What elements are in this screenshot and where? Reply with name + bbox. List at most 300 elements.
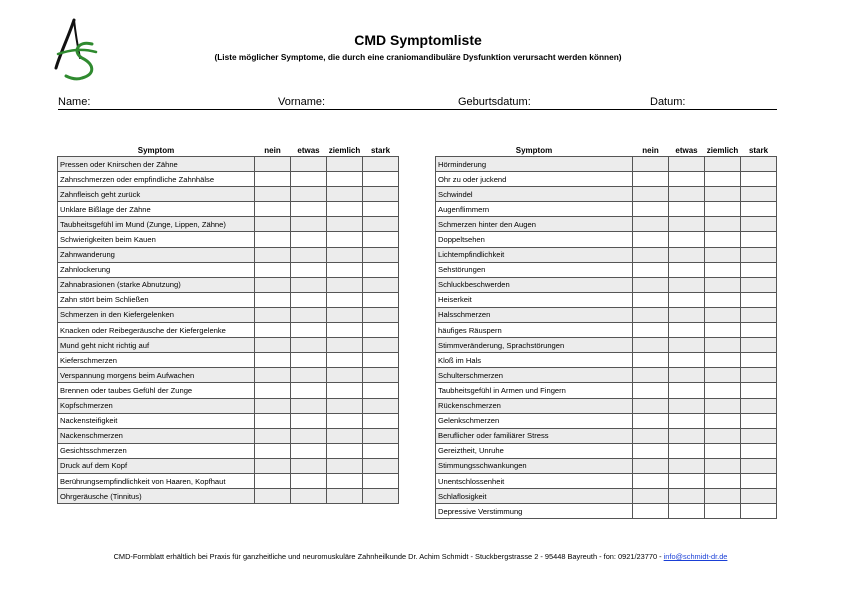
symptom-label: Brennen oder taubes Gefühl der Zunge xyxy=(58,383,255,398)
checkbox-cell-ziemlich[interactable] xyxy=(705,398,741,413)
table-row xyxy=(58,353,399,368)
checkbox-cell-nein[interactable] xyxy=(633,262,669,277)
symptom-label: Kopfschmerzen xyxy=(58,398,255,413)
col-header-stark: stark xyxy=(370,146,391,155)
checkbox-cell-ziemlich[interactable] xyxy=(705,458,741,473)
checkbox-cell-nein[interactable] xyxy=(633,428,669,443)
checkbox-cell-ziemlich[interactable] xyxy=(327,489,363,504)
checkbox-cell-etwas[interactable] xyxy=(291,172,327,187)
symptom-label: Nackenschmerzen xyxy=(58,428,255,443)
symptom-label: Schmerzen hinter den Augen xyxy=(436,217,633,232)
checkbox-cell-stark[interactable] xyxy=(363,368,399,383)
checkbox-cell-stark[interactable] xyxy=(741,428,777,443)
checkbox-cell-ziemlich[interactable] xyxy=(705,262,741,277)
checkbox-cell-etwas[interactable] xyxy=(291,413,327,428)
checkbox-cell-stark[interactable] xyxy=(741,443,777,458)
checkbox-cell-nein[interactable] xyxy=(633,187,669,202)
table-row xyxy=(58,187,399,202)
as-logo xyxy=(52,14,106,82)
checkbox-cell-etwas[interactable] xyxy=(669,473,705,488)
checkbox-cell-nein[interactable] xyxy=(255,443,291,458)
checkbox-cell-stark[interactable] xyxy=(363,172,399,187)
table-row xyxy=(436,202,777,217)
symptom-label: Gereiztheit, Unruhe xyxy=(436,443,633,458)
checkbox-cell-nein[interactable] xyxy=(633,353,669,368)
checkbox-cell-nein[interactable] xyxy=(255,202,291,217)
checkbox-cell-ziemlich[interactable] xyxy=(327,232,363,247)
table-row xyxy=(436,353,777,368)
checkbox-cell-nein[interactable] xyxy=(633,277,669,292)
table-row xyxy=(436,292,777,307)
symptom-label: Zahnfleisch geht zurück xyxy=(58,187,255,202)
table-row xyxy=(58,172,399,187)
symptom-label: Knacken oder Reibegeräusche der Kiefergelenke xyxy=(58,323,255,338)
checkbox-cell-stark[interactable] xyxy=(363,398,399,413)
checkbox-cell-nein[interactable] xyxy=(633,172,669,187)
checkbox-cell-nein[interactable] xyxy=(255,338,291,353)
checkbox-cell-etwas[interactable] xyxy=(291,262,327,277)
checkbox-cell-nein[interactable] xyxy=(255,398,291,413)
table-row xyxy=(436,172,777,187)
col-header-etwas: etwas xyxy=(675,146,698,155)
table-row xyxy=(58,262,399,277)
checkbox-cell-etwas[interactable] xyxy=(669,353,705,368)
col-header-ziemlich: ziemlich xyxy=(706,146,739,155)
checkbox-cell-ziemlich[interactable] xyxy=(705,473,741,488)
checkbox-cell-ziemlich[interactable] xyxy=(327,353,363,368)
table-row xyxy=(436,398,777,413)
checkbox-cell-stark[interactable] xyxy=(363,202,399,217)
checkbox-cell-etwas[interactable] xyxy=(669,504,705,519)
checkbox-cell-stark[interactable] xyxy=(741,323,777,338)
checkbox-cell-ziemlich[interactable] xyxy=(327,172,363,187)
checkbox-cell-nein[interactable] xyxy=(255,323,291,338)
table-row xyxy=(436,504,777,519)
checkbox-cell-stark[interactable] xyxy=(363,353,399,368)
symptom-label: Kloß im Hals xyxy=(436,353,633,368)
symptom-label: Mund geht nicht richtig auf xyxy=(58,338,255,353)
checkbox-cell-stark[interactable] xyxy=(363,443,399,458)
checkbox-cell-stark[interactable] xyxy=(741,187,777,202)
checkbox-cell-ziemlich[interactable] xyxy=(327,458,363,473)
checkbox-cell-ziemlich[interactable] xyxy=(327,473,363,488)
checkbox-cell-stark[interactable] xyxy=(363,458,399,473)
checkbox-cell-etwas[interactable] xyxy=(291,383,327,398)
symptom-label: Lichtempfindlichkeit xyxy=(436,247,633,262)
table-row xyxy=(58,473,399,488)
table-row xyxy=(436,262,777,277)
checkbox-cell-nein[interactable] xyxy=(633,489,669,504)
checkbox-cell-stark[interactable] xyxy=(741,458,777,473)
checkbox-cell-stark[interactable] xyxy=(741,277,777,292)
checkbox-cell-nein[interactable] xyxy=(633,458,669,473)
checkbox-cell-etwas[interactable] xyxy=(669,187,705,202)
checkbox-cell-etwas[interactable] xyxy=(291,353,327,368)
col-header-nein: nein xyxy=(642,146,659,155)
checkbox-cell-etwas[interactable] xyxy=(669,338,705,353)
geburtsdatum-field-label[interactable]: Geburtsdatum: xyxy=(458,96,531,108)
col-header-symptom: Symptom xyxy=(515,146,553,155)
col-header-ziemlich: ziemlich xyxy=(328,146,361,155)
checkbox-cell-nein[interactable] xyxy=(633,307,669,322)
table-row xyxy=(436,277,777,292)
symptom-label: Pressen oder Knirschen der Zähne xyxy=(58,157,255,172)
symptom-label: Schulterschmerzen xyxy=(436,368,633,383)
checkbox-cell-nein[interactable] xyxy=(255,292,291,307)
checkbox-cell-etwas[interactable] xyxy=(291,489,327,504)
checkbox-cell-nein[interactable] xyxy=(255,262,291,277)
checkbox-cell-ziemlich[interactable] xyxy=(327,428,363,443)
checkbox-cell-nein[interactable] xyxy=(633,232,669,247)
symptom-label: Berührungsempfindlichkeit von Haaren, Kopfhaut xyxy=(58,473,255,488)
checkbox-cell-stark[interactable] xyxy=(363,217,399,232)
symptom-label: Doppeltsehen xyxy=(436,232,633,247)
table-row xyxy=(58,323,399,338)
checkbox-cell-stark[interactable] xyxy=(363,307,399,322)
table-row xyxy=(58,277,399,292)
symptom-label: Augenflimmern xyxy=(436,202,633,217)
checkbox-cell-stark[interactable] xyxy=(741,353,777,368)
footer-text: CMD-Formblatt erhältlich bei Praxis für ganzheitliche und neuromuskuläre Zahnheilkunde Dr. Achim Schmidt - Stuckbergstrasse 2 - 95448 Bayreuth - fon: 0921/23770 - xyxy=(113,552,664,561)
checkbox-cell-ziemlich[interactable] xyxy=(327,368,363,383)
checkbox-cell-stark[interactable] xyxy=(741,489,777,504)
checkbox-cell-etwas[interactable] xyxy=(291,428,327,443)
checkbox-cell-stark[interactable] xyxy=(363,292,399,307)
table-row xyxy=(58,489,399,504)
checkbox-cell-ziemlich[interactable] xyxy=(327,247,363,262)
checkbox-cell-nein[interactable] xyxy=(255,157,291,172)
checkbox-cell-nein[interactable] xyxy=(633,504,669,519)
checkbox-cell-etwas[interactable] xyxy=(669,323,705,338)
checkbox-cell-ziemlich[interactable] xyxy=(705,428,741,443)
table-row xyxy=(58,157,399,172)
checkbox-cell-stark[interactable] xyxy=(363,232,399,247)
symptom-label: Zahnlockerung xyxy=(58,262,255,277)
checkbox-cell-stark[interactable] xyxy=(363,338,399,353)
checkbox-cell-nein[interactable] xyxy=(255,413,291,428)
symptom-label: Stimmungsschwankungen xyxy=(436,458,633,473)
checkbox-cell-stark[interactable] xyxy=(363,323,399,338)
symptom-label: Gelenkschmerzen xyxy=(436,413,633,428)
checkbox-cell-stark[interactable] xyxy=(363,247,399,262)
checkbox-cell-ziemlich[interactable] xyxy=(705,383,741,398)
checkbox-cell-etwas[interactable] xyxy=(669,489,705,504)
checkbox-cell-etwas[interactable] xyxy=(669,458,705,473)
checkbox-cell-nein[interactable] xyxy=(255,458,291,473)
checkbox-cell-etwas[interactable] xyxy=(669,217,705,232)
checkbox-cell-stark[interactable] xyxy=(363,413,399,428)
table-row xyxy=(58,443,399,458)
checkbox-cell-etwas[interactable] xyxy=(291,202,327,217)
col-header-symptom: Symptom xyxy=(137,146,175,155)
table-row xyxy=(436,383,777,398)
footer-email-link[interactable]: info@schmidt-dr.de xyxy=(663,552,728,561)
table-row xyxy=(58,292,399,307)
col-header-nein: nein xyxy=(264,146,281,155)
table-row xyxy=(436,247,777,262)
footer xyxy=(0,552,841,561)
checkbox-cell-stark[interactable] xyxy=(363,489,399,504)
checkbox-cell-etwas[interactable] xyxy=(291,368,327,383)
checkbox-cell-etwas[interactable] xyxy=(291,292,327,307)
checkbox-cell-ziemlich[interactable] xyxy=(705,353,741,368)
checkbox-cell-etwas[interactable] xyxy=(291,187,327,202)
checkbox-cell-etwas[interactable] xyxy=(669,398,705,413)
datum-field-label[interactable]: Datum: xyxy=(650,96,686,108)
vorname-field-label[interactable]: Vorname: xyxy=(278,96,326,108)
symptom-label: Schwindel xyxy=(436,187,633,202)
checkbox-cell-ziemlich[interactable] xyxy=(705,277,741,292)
symptom-table-left xyxy=(57,141,399,504)
checkbox-cell-stark[interactable] xyxy=(363,383,399,398)
table-row xyxy=(436,307,777,322)
checkbox-cell-etwas[interactable] xyxy=(291,157,327,172)
checkbox-cell-ziemlich[interactable] xyxy=(705,292,741,307)
table-row xyxy=(436,323,777,338)
symptom-label: Depressive Verstimmung xyxy=(436,504,633,519)
table-row xyxy=(436,458,777,473)
symptom-table-right xyxy=(435,141,777,519)
checkbox-cell-nein[interactable] xyxy=(633,413,669,428)
checkbox-cell-nein[interactable] xyxy=(255,247,291,262)
checkbox-cell-stark[interactable] xyxy=(741,368,777,383)
symptom-label: Verspannung morgens beim Aufwachen xyxy=(58,368,255,383)
checkbox-cell-nein[interactable] xyxy=(633,217,669,232)
table-row xyxy=(436,368,777,383)
table-row xyxy=(436,428,777,443)
checkbox-cell-stark[interactable] xyxy=(363,262,399,277)
checkbox-cell-etwas[interactable] xyxy=(291,232,327,247)
checkbox-cell-ziemlich[interactable] xyxy=(327,338,363,353)
checkbox-cell-etwas[interactable] xyxy=(291,473,327,488)
checkbox-cell-etwas[interactable] xyxy=(669,413,705,428)
checkbox-cell-stark[interactable] xyxy=(363,187,399,202)
symptom-label: Unklare Bißlage der Zähne xyxy=(58,202,255,217)
checkbox-cell-etwas[interactable] xyxy=(291,458,327,473)
checkbox-cell-ziemlich[interactable] xyxy=(327,262,363,277)
checkbox-cell-etwas[interactable] xyxy=(291,398,327,413)
checkbox-cell-nein[interactable] xyxy=(255,473,291,488)
checkbox-cell-stark[interactable] xyxy=(741,504,777,519)
page-subtitle: (Liste möglicher Symptome, die durch eine craniomandibuläre Dysfunktion verursacht werden können) xyxy=(214,52,622,62)
checkbox-cell-stark[interactable] xyxy=(741,232,777,247)
checkbox-cell-ziemlich[interactable] xyxy=(705,489,741,504)
checkbox-cell-nein[interactable] xyxy=(255,232,291,247)
checkbox-cell-nein[interactable] xyxy=(255,277,291,292)
checkbox-cell-nein[interactable] xyxy=(633,443,669,458)
checkbox-cell-stark[interactable] xyxy=(741,413,777,428)
symptom-label: Unentschlossenheit xyxy=(436,473,633,488)
checkbox-cell-stark[interactable] xyxy=(741,292,777,307)
symptom-label: Zahn stört beim Schließen xyxy=(58,292,255,307)
checkbox-cell-nein[interactable] xyxy=(633,323,669,338)
checkbox-cell-ziemlich[interactable] xyxy=(327,413,363,428)
checkbox-cell-ziemlich[interactable] xyxy=(705,217,741,232)
checkbox-cell-stark[interactable] xyxy=(363,473,399,488)
checkbox-cell-stark[interactable] xyxy=(741,217,777,232)
checkbox-cell-ziemlich[interactable] xyxy=(705,413,741,428)
checkbox-cell-ziemlich[interactable] xyxy=(705,323,741,338)
checkbox-cell-etwas[interactable] xyxy=(669,232,705,247)
symptom-label: Schlaflosigkeit xyxy=(436,489,633,504)
checkbox-cell-ziemlich[interactable] xyxy=(327,443,363,458)
checkbox-cell-etwas[interactable] xyxy=(291,338,327,353)
symptom-label: Schmerzen in den Kiefergelenken xyxy=(58,307,255,322)
checkbox-cell-stark[interactable] xyxy=(741,383,777,398)
checkbox-cell-etwas[interactable] xyxy=(291,247,327,262)
checkbox-cell-nein[interactable] xyxy=(255,368,291,383)
checkbox-cell-ziemlich[interactable] xyxy=(327,307,363,322)
checkbox-cell-etwas[interactable] xyxy=(291,323,327,338)
symptom-label: Zahnschmerzen oder empfindliche Zahnhälse xyxy=(58,172,255,187)
symptom-label: Nackensteifigkeit xyxy=(58,413,255,428)
checkbox-cell-stark[interactable] xyxy=(741,307,777,322)
table-row xyxy=(58,247,399,262)
checkbox-cell-etwas[interactable] xyxy=(669,383,705,398)
symptom-label: Schluckbeschwerden xyxy=(436,277,633,292)
checkbox-cell-nein[interactable] xyxy=(633,247,669,262)
checkbox-cell-etwas[interactable] xyxy=(669,443,705,458)
col-header-stark: stark xyxy=(748,146,769,155)
checkbox-cell-nein[interactable] xyxy=(255,307,291,322)
checkbox-cell-ziemlich[interactable] xyxy=(705,368,741,383)
checkbox-cell-ziemlich[interactable] xyxy=(327,157,363,172)
symptom-label: Druck auf dem Kopf xyxy=(58,458,255,473)
checkbox-cell-nein[interactable] xyxy=(255,217,291,232)
symptom-label: Schwierigkeiten beim Kauen xyxy=(58,232,255,247)
symptom-label: Rückenschmerzen xyxy=(436,398,633,413)
symptom-label: Taubheitsgefühl in Armen und Fingern xyxy=(436,383,633,398)
table-row xyxy=(58,338,399,353)
checkbox-cell-etwas[interactable] xyxy=(669,247,705,262)
checkbox-cell-nein[interactable] xyxy=(633,157,669,172)
checkbox-cell-nein[interactable] xyxy=(255,172,291,187)
checkbox-cell-stark[interactable] xyxy=(363,157,399,172)
table-row xyxy=(436,187,777,202)
checkbox-cell-ziemlich[interactable] xyxy=(705,232,741,247)
checkbox-cell-ziemlich[interactable] xyxy=(327,187,363,202)
checkbox-cell-nein[interactable] xyxy=(633,383,669,398)
checkbox-cell-ziemlich[interactable] xyxy=(327,277,363,292)
checkbox-cell-etwas[interactable] xyxy=(291,307,327,322)
table-row xyxy=(436,232,777,247)
symptom-label: Hörminderung xyxy=(436,157,633,172)
checkbox-cell-ziemlich[interactable] xyxy=(327,217,363,232)
checkbox-cell-etwas[interactable] xyxy=(669,262,705,277)
table-row xyxy=(436,413,777,428)
symptom-label: Halsschmerzen xyxy=(436,307,633,322)
checkbox-cell-stark[interactable] xyxy=(741,157,777,172)
checkbox-cell-nein[interactable] xyxy=(633,202,669,217)
table-row xyxy=(58,217,399,232)
checkbox-cell-ziemlich[interactable] xyxy=(327,323,363,338)
checkbox-cell-stark[interactable] xyxy=(741,247,777,262)
checkbox-cell-stark[interactable] xyxy=(363,277,399,292)
symptom-label: Beruflicher oder familiärer Stress xyxy=(436,428,633,443)
checkbox-cell-nein[interactable] xyxy=(255,383,291,398)
table-row xyxy=(58,232,399,247)
table-row xyxy=(436,473,777,488)
checkbox-cell-etwas[interactable] xyxy=(291,217,327,232)
checkbox-cell-ziemlich[interactable] xyxy=(705,187,741,202)
checkbox-cell-etwas[interactable] xyxy=(291,277,327,292)
checkbox-cell-stark[interactable] xyxy=(741,338,777,353)
checkbox-cell-stark[interactable] xyxy=(741,172,777,187)
checkbox-cell-nein[interactable] xyxy=(633,338,669,353)
checkbox-cell-stark[interactable] xyxy=(741,262,777,277)
checkbox-cell-nein[interactable] xyxy=(633,368,669,383)
checkbox-cell-ziemlich[interactable] xyxy=(327,202,363,217)
checkbox-cell-nein[interactable] xyxy=(633,398,669,413)
table-row xyxy=(58,307,399,322)
checkbox-cell-ziemlich[interactable] xyxy=(705,338,741,353)
checkbox-cell-ziemlich[interactable] xyxy=(705,307,741,322)
table-row xyxy=(58,413,399,428)
table-row xyxy=(58,458,399,473)
checkbox-cell-etwas[interactable] xyxy=(291,443,327,458)
symptom-label: Kieferschmerzen xyxy=(58,353,255,368)
patient-fields xyxy=(58,96,777,110)
checkbox-cell-etwas[interactable] xyxy=(669,172,705,187)
checkbox-cell-nein[interactable] xyxy=(255,489,291,504)
checkbox-cell-etwas[interactable] xyxy=(669,428,705,443)
checkbox-cell-etwas[interactable] xyxy=(669,277,705,292)
table-row xyxy=(58,383,399,398)
checkbox-cell-stark[interactable] xyxy=(741,473,777,488)
checkbox-cell-etwas[interactable] xyxy=(669,157,705,172)
page-title: CMD Symptomliste xyxy=(354,32,482,48)
symptom-label: Sehstörungen xyxy=(436,262,633,277)
checkbox-cell-ziemlich[interactable] xyxy=(327,383,363,398)
symptom-label: Heiserkeit xyxy=(436,292,633,307)
checkbox-cell-stark[interactable] xyxy=(741,202,777,217)
checkbox-cell-ziemlich[interactable] xyxy=(327,292,363,307)
checkbox-cell-ziemlich[interactable] xyxy=(327,398,363,413)
checkbox-cell-ziemlich[interactable] xyxy=(705,157,741,172)
checkbox-cell-stark[interactable] xyxy=(741,398,777,413)
symptom-label: Taubheitsgefühl im Mund (Zunge, Lippen, Zähne) xyxy=(58,217,255,232)
checkbox-cell-etwas[interactable] xyxy=(669,292,705,307)
symptom-label: Stimmveränderung, Sprachstörungen xyxy=(436,338,633,353)
symptom-label: häufiges Räuspern xyxy=(436,323,633,338)
checkbox-cell-stark[interactable] xyxy=(363,428,399,443)
table-row xyxy=(58,368,399,383)
checkbox-cell-etwas[interactable] xyxy=(669,202,705,217)
symptom-label: Zahnwanderung xyxy=(58,247,255,262)
checkbox-cell-ziemlich[interactable] xyxy=(705,172,741,187)
checkbox-cell-ziemlich[interactable] xyxy=(705,504,741,519)
symptom-label: Gesichtsschmerzen xyxy=(58,443,255,458)
table-row xyxy=(436,443,777,458)
checkbox-cell-nein[interactable] xyxy=(633,292,669,307)
symptom-label: Ohrgeräusche (Tinnitus) xyxy=(58,489,255,504)
checkbox-cell-ziemlich[interactable] xyxy=(705,443,741,458)
table-row xyxy=(436,157,777,172)
checkbox-cell-ziemlich[interactable] xyxy=(705,247,741,262)
checkbox-cell-ziemlich[interactable] xyxy=(705,202,741,217)
checkbox-cell-etwas[interactable] xyxy=(669,307,705,322)
table-row xyxy=(58,428,399,443)
table-row xyxy=(436,489,777,504)
table-row xyxy=(436,217,777,232)
checkbox-cell-nein[interactable] xyxy=(255,353,291,368)
name-field-label[interactable]: Name: xyxy=(58,96,91,108)
checkbox-cell-etwas[interactable] xyxy=(669,368,705,383)
symptom-label: Ohr zu oder juckend xyxy=(436,172,633,187)
checkbox-cell-nein[interactable] xyxy=(633,473,669,488)
checkbox-cell-nein[interactable] xyxy=(255,428,291,443)
checkbox-cell-nein[interactable] xyxy=(255,187,291,202)
